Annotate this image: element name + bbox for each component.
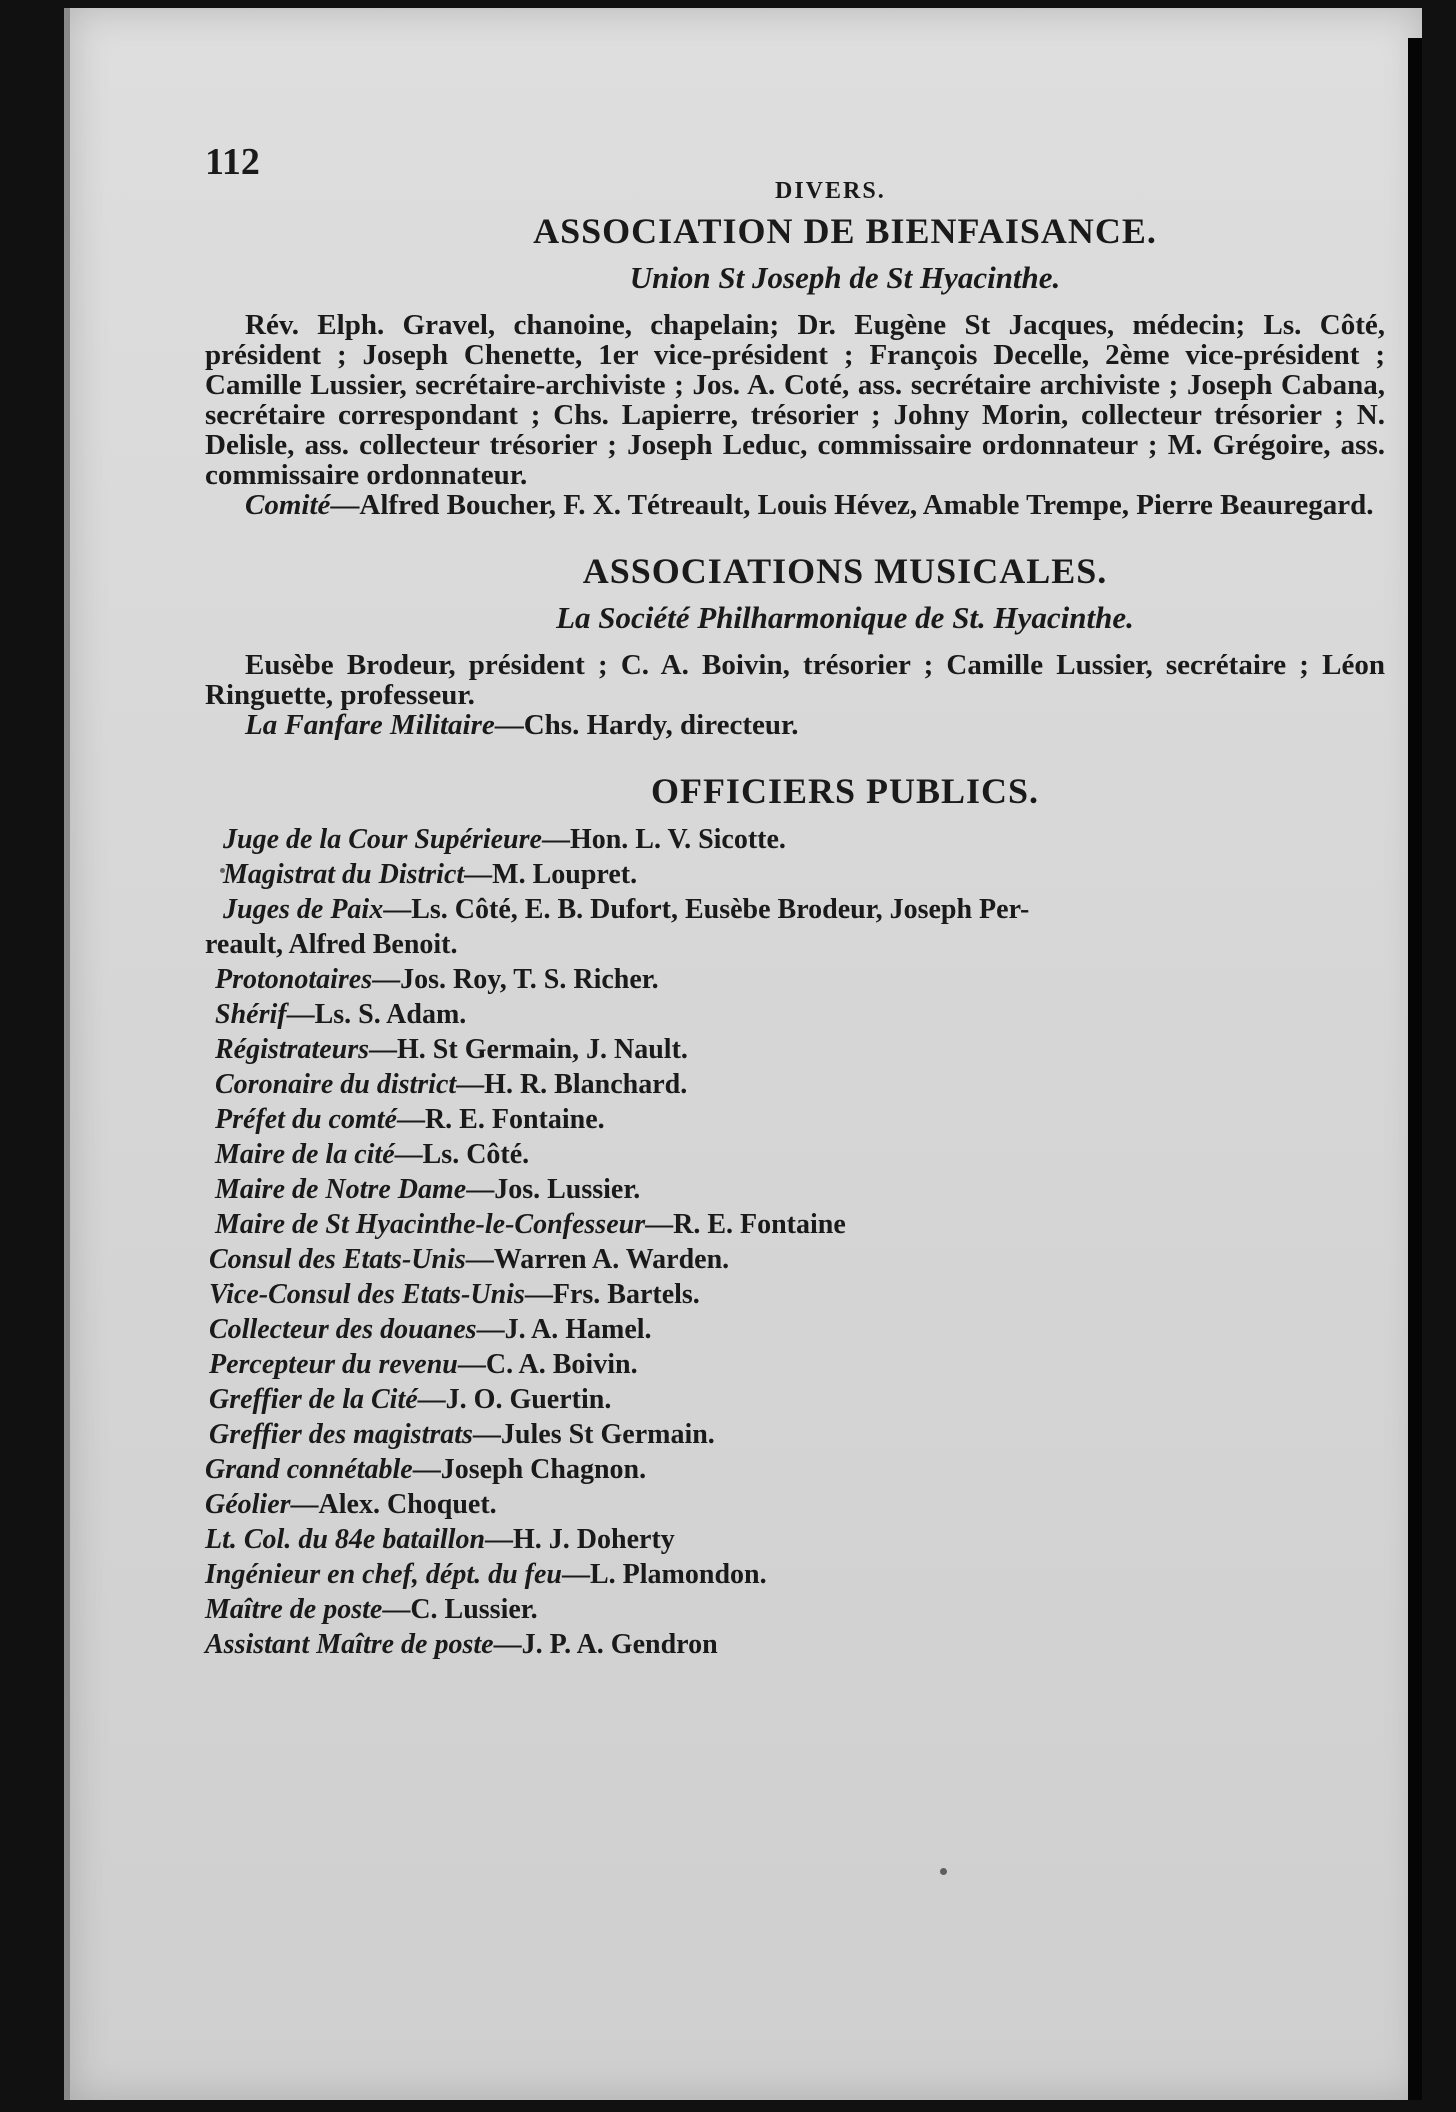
- officer-entry: [205, 1137, 1385, 1172]
- officers-list: [205, 822, 1385, 1662]
- officer-names: —H. St Germain, J. Nault.: [369, 1034, 688, 1065]
- page-content: [205, 140, 1385, 1662]
- officer-names: —Alex. Choquet.: [290, 1489, 497, 1520]
- section-title: ASSOCIATION DE BIENFAISANCE.: [533, 211, 1157, 251]
- officer-entry: [205, 1312, 1385, 1347]
- officer-role: Maire de St Hyacinthe-le-Confesseur: [215, 1209, 646, 1240]
- section-title: OFFICIERS PUBLICS.: [650, 771, 1040, 811]
- officer-entry: [205, 1347, 1385, 1382]
- officer-role: Maire de la cité: [215, 1139, 395, 1170]
- officer-names: —Ls. Côté, E. B. Dufort, Eusèbe Brodeur, Joseph Per-: [383, 894, 1030, 925]
- officer-role: Régistrateurs: [215, 1034, 370, 1065]
- officer-role: Greffier des magistrats: [209, 1419, 473, 1450]
- officer-role: Ingénieur en chef, dépt. du feu: [205, 1559, 562, 1590]
- officer-names: —J. P. A. Gendron: [493, 1629, 718, 1660]
- officer-role: Magistrat du District: [223, 859, 465, 890]
- officer-names: —R. E. Fontaine.: [396, 1104, 605, 1135]
- officer-role: Assistant Maître de poste: [205, 1629, 494, 1660]
- section-bienfaisance: [205, 210, 1385, 520]
- section-subtitle: Union St Joseph de St Hyacinthe.: [629, 260, 1061, 295]
- officer-entry: [205, 1382, 1385, 1417]
- page-shadow-edge: [1408, 38, 1422, 2100]
- officer-entry: [205, 1102, 1385, 1137]
- running-head: DIVERS.: [775, 178, 886, 204]
- officer-entry: [205, 822, 1385, 857]
- members-paragraph: Rév. Elph. Gravel, chanoine, chapelain; Dr. Eugène St Jacques, médecin; Ls. Côté, président ; Joseph Chenette, 1er vice-président ; François Decelle, 2ème vice-président ; Camille Lussier, secrétaire-archiviste ; Jos. A. Coté, ass. secrétaire archiviste ; Joseph Cabana, secrétaire correspondant ; Chs. Lapierre, trésorier ; Johny Morin, collecteur trésorier ; N. Delisle, ass. collecteur trésorier ; Joseph Leduc, commissaire ordonnateur ; M. Grégoire, ass. commissaire ordonnateur.: [205, 309, 1385, 491]
- officer-entry: [205, 1592, 1385, 1627]
- officer-names: —Joseph Chagnon.: [412, 1454, 647, 1485]
- page-header: [205, 140, 1385, 210]
- officer-entry: [205, 1032, 1385, 1067]
- members-paragraph: Eusèbe Brodeur, président ; C. A. Boivin, trésorier ; Camille Lussier, secrétaire ; Léon Ringuette, professeur.: [205, 649, 1385, 711]
- officer-names: —Frs. Bartels.: [524, 1279, 700, 1310]
- officer-names: —J. O. Guertin.: [417, 1384, 612, 1415]
- officer-role: Collecteur des douanes: [209, 1314, 477, 1345]
- officer-entry: [205, 1452, 1385, 1487]
- officer-entry: [205, 1277, 1385, 1312]
- officer-entry: [205, 1172, 1385, 1207]
- comite-paragraph: [205, 490, 1385, 520]
- officer-names: —H. J. Doherty: [485, 1524, 675, 1555]
- officer-names: —M. Loupret.: [464, 859, 638, 890]
- ink-spot: [940, 1868, 947, 1875]
- officer-role: Géolier: [205, 1489, 291, 1520]
- officer-names: —Jos. Lussier.: [466, 1174, 641, 1205]
- officer-role: Juges de Paix: [223, 894, 384, 925]
- officer-role: Vice-Consul des Etats-Unis: [209, 1279, 525, 1310]
- officer-role: Percepteur du revenu: [209, 1349, 458, 1380]
- officer-entry: [205, 1207, 1385, 1242]
- page-number: 112: [205, 141, 260, 183]
- officer-role: Maire de Notre Dame: [215, 1174, 467, 1205]
- officer-role: Greffier de la Cité: [209, 1384, 418, 1415]
- officer-names: —Ls. Côté.: [394, 1139, 530, 1170]
- officer-names: —Jules St Germain.: [472, 1419, 715, 1450]
- officer-entry: [205, 1417, 1385, 1452]
- officer-names: —Ls. S. Adam.: [286, 999, 467, 1030]
- section-subtitle: La Société Philharmonique de St. Hyacinthe.: [556, 600, 1134, 635]
- officer-names-continued: reault, Alfred Benoit.: [205, 929, 458, 960]
- officer-names: —Warren A. Warden.: [465, 1244, 730, 1275]
- officer-entry: [205, 1522, 1385, 1557]
- officer-entry: [205, 1067, 1385, 1102]
- officer-role: Shérif: [215, 999, 287, 1030]
- officer-role: Consul des Etats-Unis: [209, 1244, 466, 1275]
- officer-role: Maître de poste: [205, 1594, 383, 1625]
- officer-entry: [205, 997, 1385, 1032]
- officer-role: Coronaire du district: [215, 1069, 457, 1100]
- comite-names: —Alfred Boucher, F. X. Tétreault, Louis Hévez, Amable Trempe, Pierre Beauregard.: [330, 489, 1374, 521]
- fanfare-label: La Fanfare Militaire: [245, 709, 495, 741]
- comite-label: Comité: [245, 489, 331, 521]
- officer-entry: [205, 857, 1385, 892]
- officer-entry: [205, 1242, 1385, 1277]
- officer-names: —Jos. Roy, T. S. Richer.: [372, 964, 659, 995]
- officer-role: Protonotaires: [215, 964, 373, 995]
- officer-names: —Hon. L. V. Sicotte.: [541, 824, 786, 855]
- section-title: ASSOCIATIONS MUSICALES.: [582, 551, 1108, 591]
- officer-entry: [205, 962, 1385, 997]
- officer-role: Juge de la Cour Supérieure: [223, 824, 542, 855]
- officer-names: —C. Lussier.: [382, 1594, 538, 1625]
- officer-names: —R. E. Fontaine: [645, 1209, 846, 1240]
- officer-names: —C. A. Boivin.: [457, 1349, 638, 1380]
- officer-names: —H. R. Blanchard.: [456, 1069, 688, 1100]
- officer-role: Grand connétable: [205, 1454, 413, 1485]
- officer-names: —L. Plamondon.: [562, 1559, 767, 1590]
- officer-role: Lt. Col. du 84e bataillon: [205, 1524, 486, 1555]
- fanfare-paragraph: [205, 710, 1385, 740]
- section-musicales: [205, 550, 1385, 740]
- officer-names: —J. A. Hamel.: [476, 1314, 652, 1345]
- officer-role: Préfet du comté: [215, 1104, 397, 1135]
- officer-entry: [205, 1627, 1385, 1662]
- section-officiers: [205, 770, 1385, 1662]
- officer-entry: [205, 1557, 1385, 1592]
- fanfare-names: —Chs. Hardy, directeur.: [494, 709, 799, 741]
- officer-entry: [205, 892, 1385, 962]
- officer-entry: [205, 1487, 1385, 1522]
